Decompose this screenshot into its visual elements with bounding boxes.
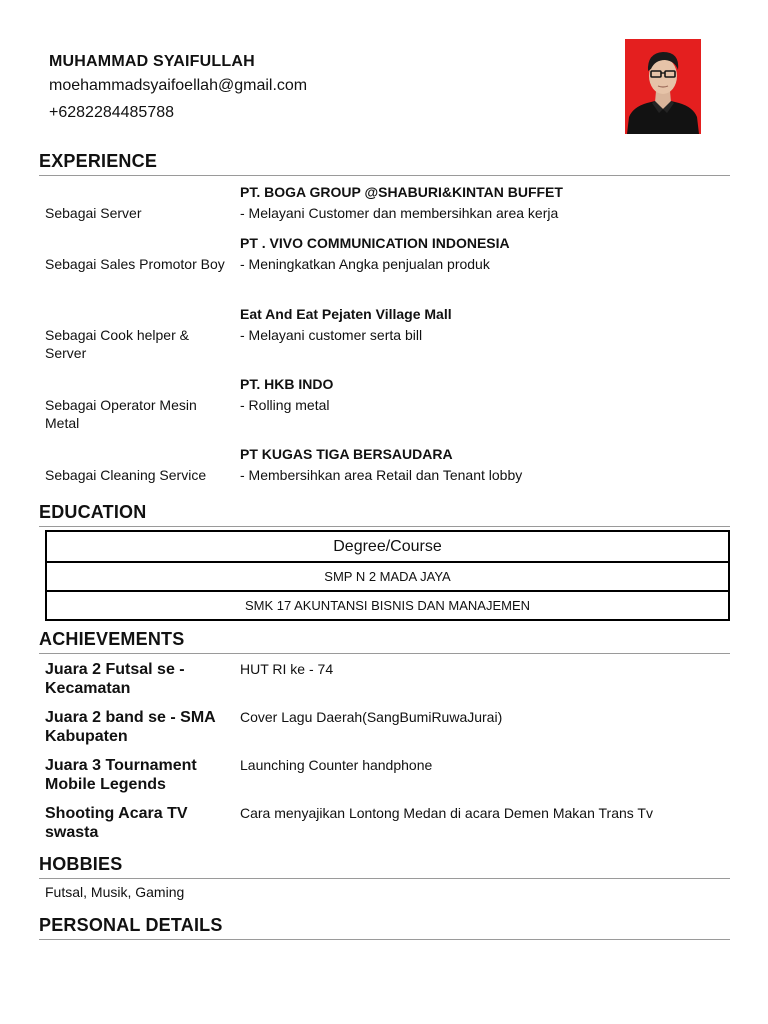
profile-photo	[625, 39, 701, 134]
job-description: - Melayani Customer dan membersihkan area kerja	[240, 205, 559, 221]
company-name: Eat And Eat Pejaten Village Mall	[240, 306, 452, 322]
achievement-description: Cover Lagu Daerah(SangBumiRuwaJurai)	[240, 709, 503, 725]
education-cell: SMP N 2 MADA JAYA	[46, 562, 729, 591]
experience-heading: EXPERIENCE	[39, 151, 730, 176]
person-portrait-icon	[625, 39, 701, 134]
job-role: Sebagai Operator Mesin Metal	[45, 397, 197, 431]
experience-entry	[45, 233, 725, 304]
company-name: PT. HKB INDO	[240, 376, 334, 392]
applicant-name: MUHAMMAD SYAIFULLAH	[49, 53, 255, 70]
hobbies-text: Futsal, Musik, Gaming	[45, 884, 185, 900]
company-name: PT . VIVO COMMUNICATION INDONESIA	[240, 235, 510, 251]
experience-list	[45, 182, 725, 490]
job-role: Sebagai Sales Promotor Boy	[45, 256, 225, 272]
experience-entry	[45, 444, 725, 490]
achievement-title: Juara 2 band se - SMA Kabupaten	[45, 709, 216, 745]
achievement-item	[45, 708, 725, 746]
education-table	[45, 530, 730, 621]
job-description: - Rolling metal	[240, 397, 330, 413]
achievement-title: Juara 3 Tournament Mobile Legends	[45, 757, 197, 793]
achievement-title: Shooting Acara TV swasta	[45, 805, 188, 841]
company-name: PT. BOGA GROUP @SHABURI&KINTAN BUFFET	[240, 184, 563, 200]
experience-entry	[45, 304, 725, 374]
job-role: Sebagai Server	[45, 205, 142, 221]
achievements-list	[45, 660, 725, 852]
table-header: Degree/Course	[46, 531, 729, 562]
achievement-title: Juara 2 Futsal se - Kecamatan	[45, 661, 185, 697]
job-description: - Meningkatkan Angka penjualan produk	[240, 256, 490, 272]
achievement-item	[45, 804, 725, 842]
achievement-item	[45, 756, 725, 794]
job-description: - Membersihkan area Retail dan Tenant lobby	[240, 467, 523, 483]
hobbies-heading: HOBBIES	[39, 854, 730, 879]
achievement-description: Launching Counter handphone	[240, 757, 433, 773]
email-text: moehammadsyaifoellah@gmail.com	[49, 77, 308, 94]
experience-entry	[45, 182, 725, 233]
company-name: PT KUGAS TIGA BERSAUDARA	[240, 446, 453, 462]
personal-details-heading: PERSONAL DETAILS	[39, 915, 730, 940]
experience-entry	[45, 374, 725, 444]
achievement-item	[45, 660, 725, 698]
achievement-description: HUT RI ke - 74	[240, 661, 334, 677]
job-role: Sebagai Cook helper & Server	[45, 327, 189, 361]
achievement-description: Cara menyajikan Lontong Medan di acara Demen Makan Trans Tv	[240, 805, 653, 821]
table-row	[46, 562, 729, 591]
table-row	[46, 591, 729, 620]
job-role: Sebagai Cleaning Service	[45, 467, 207, 483]
contact-block	[49, 52, 307, 130]
achievements-heading: ACHIEVEMENTS	[39, 629, 730, 654]
education-cell: SMK 17 AKUNTANSI BISNIS DAN MANAJEMEN	[46, 591, 729, 620]
job-description: - Melayani customer serta bill	[240, 327, 423, 343]
phone-text: +6282284485788	[49, 104, 175, 121]
education-heading: EDUCATION	[39, 502, 730, 527]
